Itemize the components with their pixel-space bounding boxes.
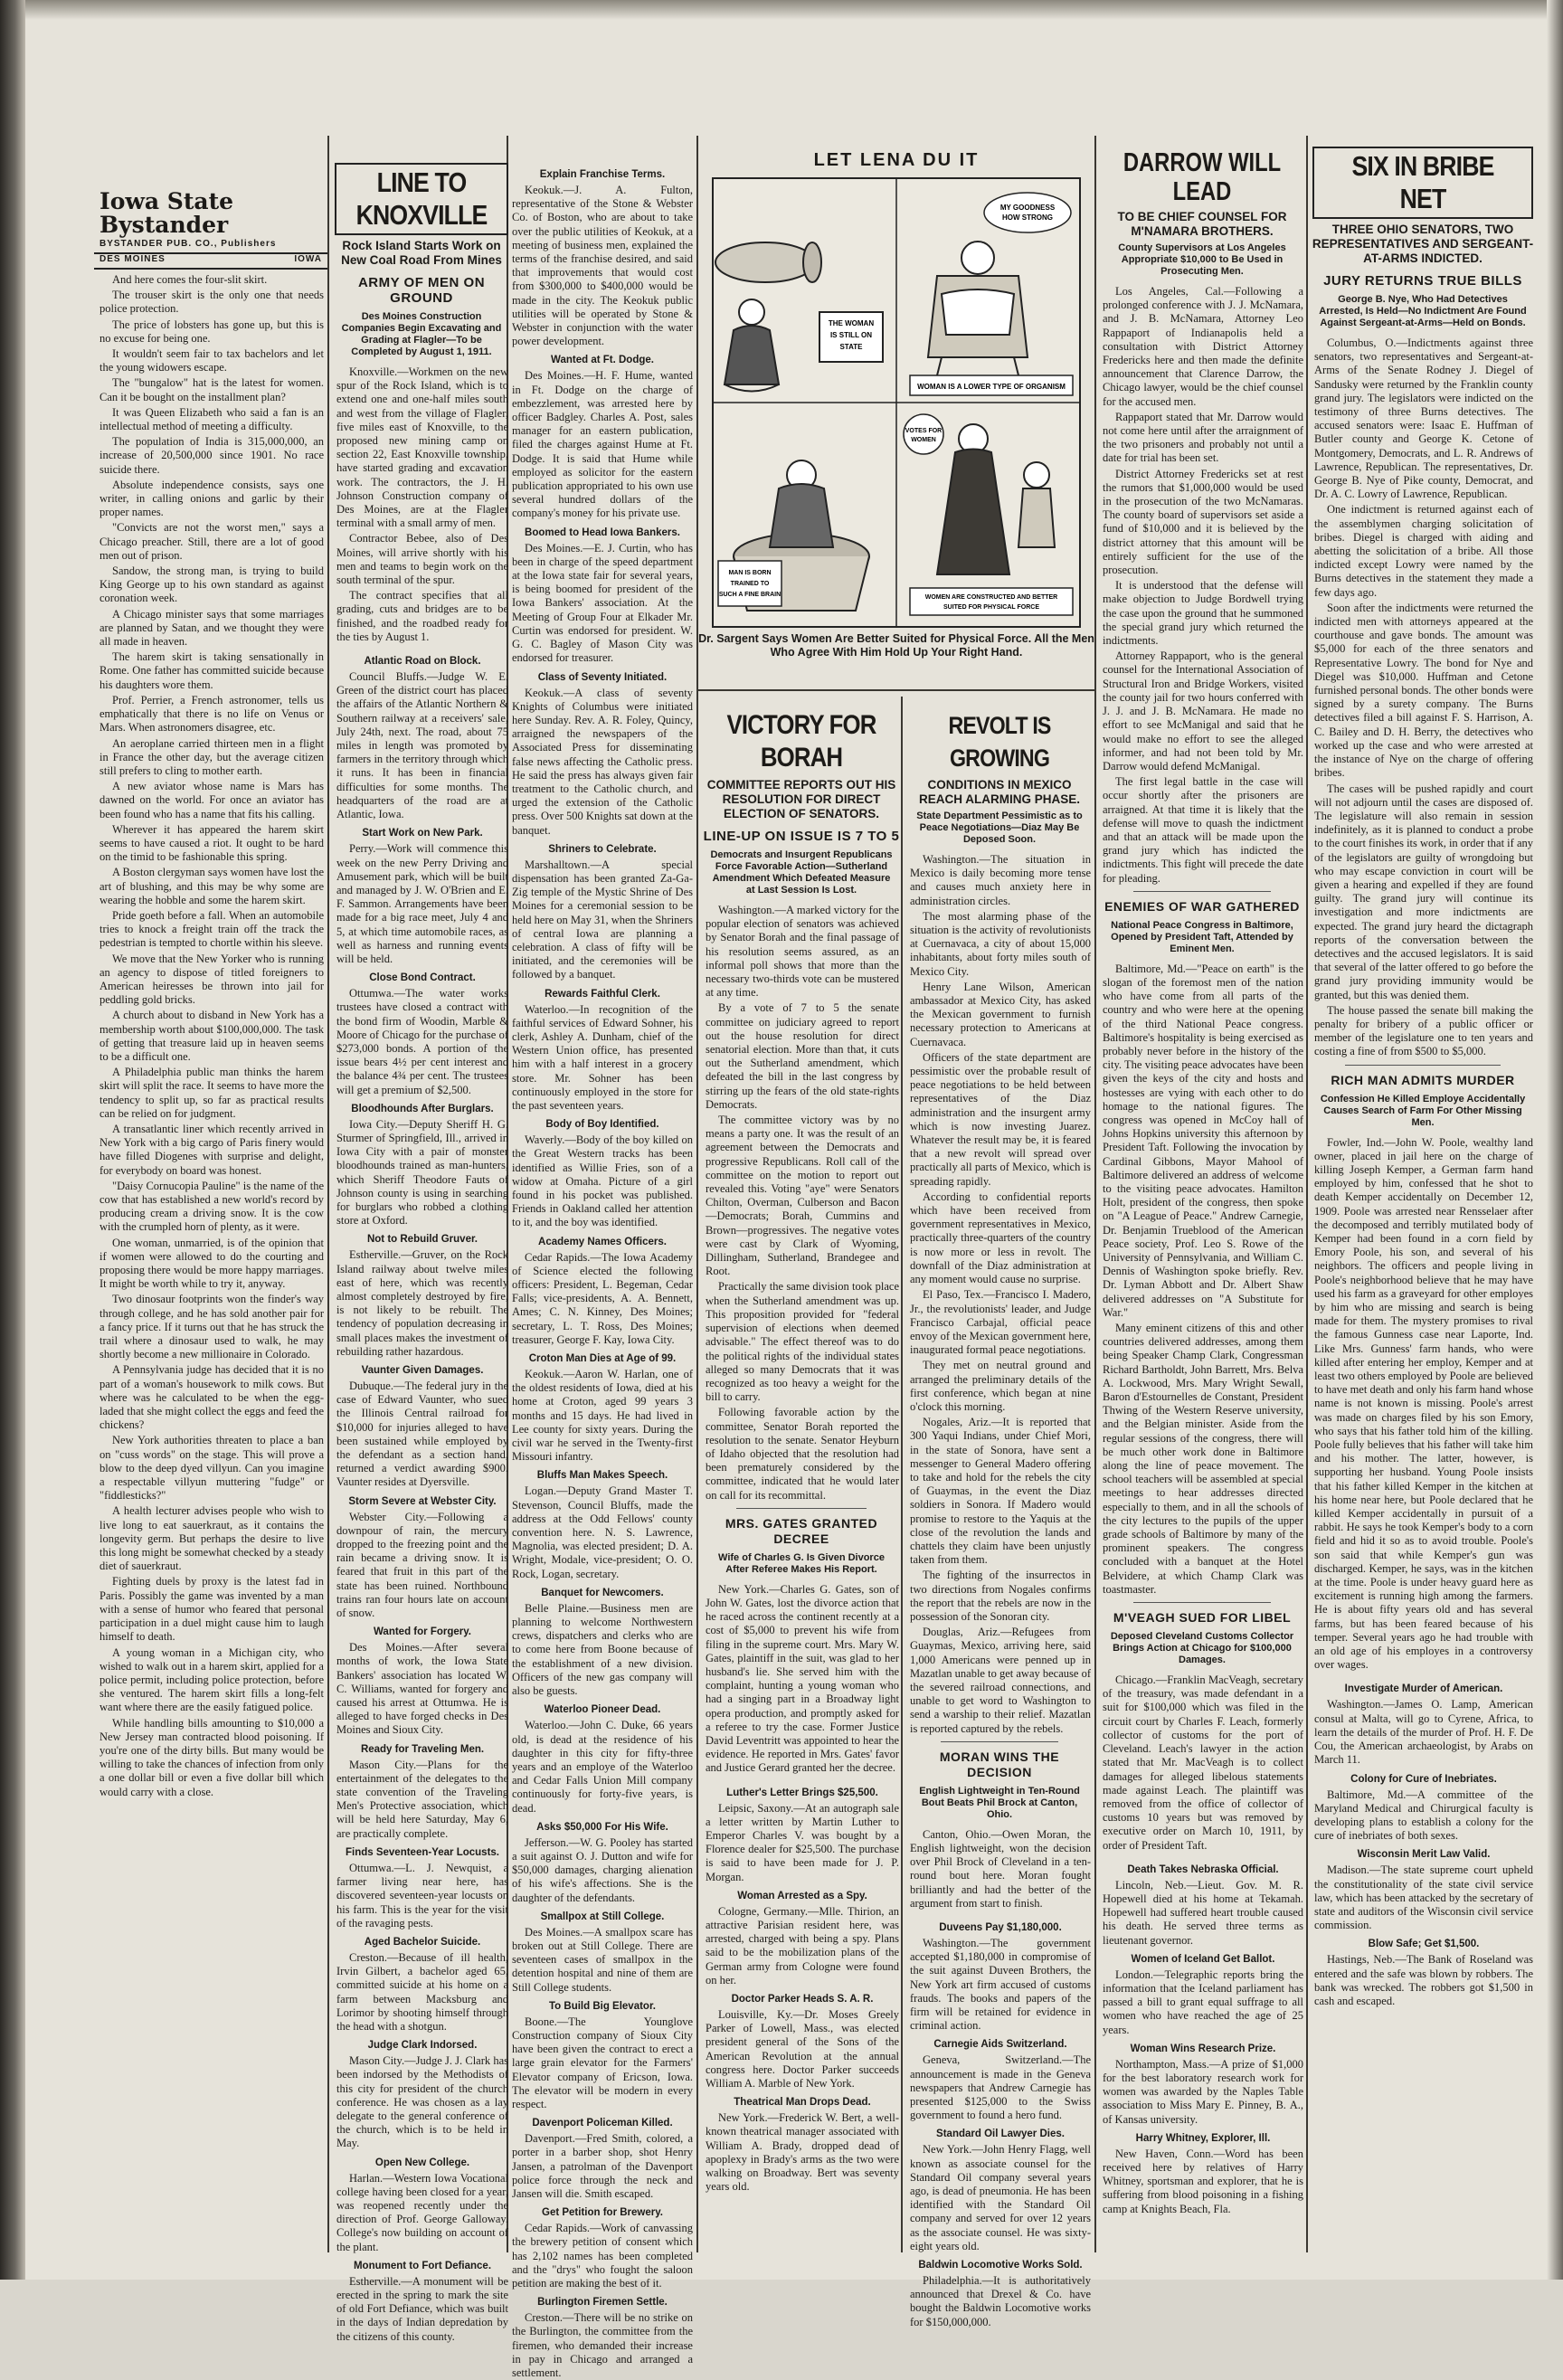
paragraph: Absolute independence consists, says one writer, in calling onions and garlic by their proper names. (99, 478, 324, 519)
gates-article: New York.—Charles G. Gates, son of John W. Gates, lost the divorce action that he raced across the continent recently at a cost of $5,000 to prevent his wife from filing in the supreme court. Mrs. Mary W. Gates, plaintiff in the suit, was glad to her husband's lie. She served him with the complaint, hunting a young woman who had a singing part in a Broadway light opera production, and promptly asked for a referee to try the case. Former Justice David Leventritt was appointed to hear the evidence. He reported in Mrs. Gates' favor and Justice Gerard granted her the decree. (706, 1582, 899, 1775)
deck-ohio: THREE OHIO SENATORS, TWO REPRESENTATIVES AND SERGEANT-AT-ARMS INDICTED. (1312, 223, 1534, 265)
paragraph: One woman, unmarried, is of the opinion that if women were allowed to do the courting and proposing there would be more happy marriages. It might be worth while to try it, anyway. (99, 1236, 324, 1291)
moran-article: Canton, Ohio.—Owen Moran, the English lightweight, won the decision over Phil Brock of Cleveland in a ten-round bout here. Moran fought brilliantly and had the better of the argument from start to finish. (910, 1827, 1091, 1910)
paragraph: The "bungalow" hat is the latest for women. Can it be bought on the installment plan? (99, 376, 324, 403)
bribe-briefs (1309, 1674, 1537, 2008)
scan-shadow-right (1547, 0, 1563, 2280)
news-item-heading: Davenport Policeman Killed. (532, 2118, 673, 2129)
paragraph: The trouser skirt is the only one that needs police protection. (99, 289, 324, 316)
masthead-place (94, 254, 327, 270)
news-item-heading: Academy Names Officers. (538, 1236, 667, 1247)
cartoon-caption: Dr. Sargent Says Women Are Better Suited for Physical Force. All the Men Who Agree With Him Hold Up Your Right Hand. (698, 632, 1094, 659)
paragraph: Washington.—A marked victory for the popular election of senators was achieved by Senator Borah and the final passage of his resolution seems assured, as an informal poll shows that more than the necessary two-thirds vote can be mustered at any time. (706, 904, 899, 1000)
headline-mveagh: M'VEAGH SUED FOR LIBEL (1113, 1610, 1292, 1626)
paragraph: According to confidential reports which have been received from government representatives in Mexico, practically three-quarters of the country is now more or less in revolt. The downfall of the Diaz administration at any moment would cause no surprise. (910, 1190, 1091, 1286)
news-item-heading: Colony for Cure of Inebriates. (1350, 1773, 1497, 1785)
masthead-title: Iowa State Bystander (99, 188, 234, 238)
darrow-article (1097, 281, 1307, 886)
news-item-heading: Rewards Faithful Clerk. (545, 988, 660, 1000)
news-item-heading: Woman Arrested as a Spy. (737, 1890, 867, 1901)
paragraph: We move that the New Yorker who is running an agency to dispose of titled foreigners to American heiresses be thrown into jail for peddling gold bricks. (99, 952, 324, 1007)
paragraph: A young woman in a Michigan city, who wished to walk out in a harem skirt, applied for a police permit, including police protection, before she ventured. The harem skirt fills a long-felt want where there are the easily fatigued police. (99, 1645, 324, 1714)
news-item-text: New York.—John Henry Flagg, well known as associate counsel for the Standard Oil company several years ago, is dead of pneumonia. He has been identified with the Standard Oil company and served for over 12 years as the associate counsel. He was sixty-eight years old. (910, 2143, 1091, 2252)
scan-shadow-top (0, 0, 1563, 20)
deck-knoxville: Rock Island Starts Work on New Coal Road From Mines (341, 239, 502, 267)
paragraph: Wherever it has appeared the harem skirt seems to have caused a riot. It ought to be hard on the timid to be fashionable this spring. (99, 822, 324, 864)
news-item-text: Perry.—Work will commence this week on the new Perry Driving and Amusement park, which will be built and managed by J. W. O'Brien and E. F. Sammon. Arrangements have been made for a big race meet, July 4 and 5, at which time automobile races, as well as harness and running events will be held. (336, 842, 508, 965)
svg-text:IS STILL ON: IS STILL ON (829, 331, 873, 339)
news-item-heading: Body of Boy Identified. (545, 1119, 659, 1131)
news-item-heading: Storm Severe at Webster City. (348, 1495, 497, 1507)
news-item-text: Des Moines.—H. F. Hume, wanted in Ft. Dodge on the charge of embezzlement, was arrested here by officer Badgley. Charles A. Post, sales manager for an eastern publication, filed the charges against Hume at Ft. Dodge. It is said that Hume while employed as solicitor for the eastern publication appropriated to his own use several hundred dollars of the company's money for his private use. (512, 369, 693, 520)
paragraph: The most alarming phase of the situation is the activity of revolutionists at Cuernavaca, a city of about 15,000 inhabitants, about forty miles south of Mexico City. (910, 909, 1091, 978)
news-item-text: Harlan.—Western Iowa Vocational college having been closed for a year, was reopened recently under the direction of Prof. George Galloway. College's now building on account of the plant. (336, 2171, 508, 2253)
paragraph: Knoxville.—Workmen on the new spur of the Rock Island, which is to extend one and one-half miles south and west from the village of Flagler, five miles east of Knoxville, to the proposed new mining camp on section 22, East Knoxville township, have started grading and excavation work. The contractors, the J. H. Johnson Construction company of Des Moines, are at the Flagler terminal with a small army of men. (336, 365, 508, 530)
news-item-text: New York.—Frederick W. Bert, a well-known theatrical manager associated with William A. Brady, dropped dead of apoplexy in Brady's arms as the two were walking on Broadway. Bert was seventy years old. (706, 2111, 899, 2194)
headline-darrow: DARROW WILL LEAD (1123, 148, 1282, 206)
news-item-text: Cologne, Germany.—Mlle. Thirion, an attractive Parisian resident here, was arrested, charged with being a spy. Plans said to be the mobilization plans of the German army from Cologne were found on her. (706, 1904, 899, 1986)
news-item-text: Estherville.—A monument will be erected in the spring to mark the site of old Fort Defiance, which was built in the days of Indian depredation by the citizens of this county. (336, 2274, 508, 2343)
news-item-text: Lincoln, Neb.—Lieut. Gov. M. R. Hopewell died at his home at Tekamah. Hopewell had suffered heart trouble caused his death. He served three terms as lieutenant governor. (1103, 1878, 1303, 1947)
news-item-text: Logan.—Deputy Grand Master T. Stevenson, Council Bluffs, made the address at the Odd Fellows' county convention here. N. S. Lawrence, Magnolia, was elected president; D. A. Wright, Modale, vice-president; O. O. Rock, Logan, secretary. (512, 1484, 693, 1580)
headline-gates: MRS. GATES GRANTED DECREE (725, 1515, 878, 1546)
headline-box (1312, 147, 1533, 219)
cartoon-sign-1: THE WOMAN (828, 319, 875, 327)
paragraph: A Chicago minister says that some marriages are planned by Satan, and we thought they were all made in heaven. (99, 607, 324, 649)
paragraph: A Pennsylvania judge has decided that it is no part of a woman's housework to milk cows. But where was he calculated to be when the egg-laded that she might collect the eggs and feed the chickens? (99, 1363, 324, 1432)
news-item-heading: Shriners to Celebrate. (548, 843, 657, 855)
news-item-text: Webster City.—Following a downpour of rain, the mercury dropped to the freezing point and the rain became a driving snow. It is feared that fruit in this part of the state has been ruined. Northbound trains ran four hours late on account of snow. (336, 1510, 508, 1620)
news-item-text: Davenport.—Fred Smith, colored, a porter in a barber shop, shot Henry Jansen, a patrolman of the Davenport police force through the neck and Jansen will die. Smith escaped. (512, 2132, 693, 2200)
knoxville-article (331, 362, 512, 644)
cartoon-panel (698, 136, 1094, 678)
paragraph: It was Queen Elizabeth who said a fan is an intellectual method of meeting a difficulty. (99, 405, 324, 433)
news-item-text: Keokuk.—A class of seventy Knights of Columbus were initiated here Sunday. Rev. A. R. Foley, Quincy, arraigned the newspapers of the Associated Press for disseminating false news affecting the Catholic press. He said the press has always given fair treatment to the Catholic church, and urged the extension of the Catholic press. Over 500 Knights sat down at the banquet. (512, 686, 693, 837)
paragraph: Sandow, the strong man, is trying to build King George up to his own standard as against coronation week. (99, 564, 324, 605)
headline-box (335, 163, 508, 235)
deck-democrats: Democrats and Insurgent Republicans Force Favorable Action—Sutherland Amendment Which Defeated Measure at Last Session Is Lost. (710, 849, 893, 896)
paragraph: Henry Lane Wilson, American ambassador at Mexico City, has asked the Mexican government to furnish necessary protection to Americans at Cuernavaca. (910, 980, 1091, 1048)
news-item-text: Creston.—There will be no strike on the Burlington, the committee from the firemen, who demanded their increase in pay in Chicago and arranged a settlement. (512, 2311, 693, 2380)
paragraph: Officers of the state department are pessimistic over the probable result of peace negotiations to be held between representatives of the Diaz administration and the insurgent army which is now investing Juarez. Whatever the result may be, it is feared that a new revolt will spread over practically all parts of Mexico, which is spreading rapidly. (910, 1050, 1091, 1188)
paragraph: It is understood that the defense will make objection to Judge Bordwell trying the case upon the ground that he summoned the special grand jury which returned the indictments. (1103, 579, 1303, 648)
deck-jury: JURY RETURNS TRUE BILLS (1323, 273, 1522, 289)
headline-revolt: REVOLT IS GROWING (948, 712, 1051, 772)
headline-enemies: ENEMIES OF WAR GATHERED (1104, 898, 1300, 914)
news-item-text: Belle Plaine.—Business men are planning to welcome Northwestern crews, dispatchers and clerks who are to come here from Boone because of the establishment of a new division. Officers of the new gas company will also be guests. (512, 1601, 693, 1698)
news-item-text: Waterloo.—In recognition of the faithful services of Edward Sohner, his clerk, Ashley A. Dunham, chief of the Western Union office, has presented him with a half interest in a grocery store. Mr. Sohner has been continuously employed in the store for the past seventeen years. (512, 1002, 693, 1112)
paragraph: Fighting duels by proxy is the latest fad in Paris. Possibly the game was invented by a man with a sense of humor who feared that personal participation in a duel might cause him to laugh himself to death. (99, 1575, 324, 1644)
news-item-heading: Waterloo Pioneer Dead. (544, 1704, 661, 1716)
masthead-city: DES MOINES (99, 254, 166, 264)
news-item-text: Council Bluffs.—Judge W. E. Green of the district court has placed the affairs of the Atlantic Northern & Southern railway at a receivers' sale, July 24th, next. The road, about 75 miles in length was promoted by farmers in the territory through which it runs. It has been in financial difficulties for some months. The headquarters of the road are at Atlantic, Iowa. (336, 670, 508, 821)
news-item-heading: Aged Bachelor Suicide. (364, 1936, 481, 1948)
news-item-heading: Baldwin Locomotive Works Sold. (918, 2260, 1083, 2271)
news-item-heading: Woman Wins Research Prize. (1130, 2043, 1276, 2054)
news-item-heading: Class of Seventy Initiated. (537, 671, 668, 683)
news-item-text: Madison.—The state supreme court upheld the constitutionality of the state civil service law, which has been attacked by the secretary of state and auditors of the Wisconsin civil service commission. (1314, 1863, 1533, 1932)
news-item-text: Washington.—The government accepted $1,180,000 in compromise of the suit against Duveen Brothers, the New York art firm accused of customs frauds. The books and papers of the firm will be retained for evidence in criminal action. (910, 1937, 1091, 2033)
paragraph: An aeroplane carried thirteen men in a flight in France the other day, but the average citizen still prefers to cling to mother earth. (99, 736, 324, 777)
paragraph: While handling bills amounting to $10,000 a New Jersey man contracted blood poisoning. If you're one of the dirty bills. But many would be willing to take the chances of infection from only a one dollar bill or even a five dollar bill which would carry with a close. (99, 1716, 324, 1798)
paragraph: New York authorities threaten to place a ban on "cuss words" on the stage. This will prove a blow to the deep dyed villyun. Can you imagine a respectable villyun muttering "fudge" or "fiddlesticks?" (99, 1434, 324, 1503)
headline-bribe: SIX IN BRIBE NET (1351, 150, 1494, 214)
news-item-heading: Open New College. (374, 2157, 470, 2168)
news-item-text: Hastings, Neb.—The Bank of Roseland was entered and the safe was blown by robbers. The bank was wrecked. The robbers got $1,500 in cash and escaped. (1314, 1953, 1533, 2007)
paragraph: Contractor Bebee, also of Des Moines, will arrive shortly with his men and teams to begin work on the south terminal of the spur. (336, 532, 508, 587)
news-item-heading: Wanted at Ft. Dodge. (551, 355, 654, 366)
svg-text:SUITED FOR PHYSICAL FORCE: SUITED FOR PHYSICAL FORCE (943, 604, 1040, 611)
separator (1133, 891, 1271, 892)
paragraph: Practically the same division took place when the Sutherland amendment was up. This proposition provided for "federal supervision of elections when deemed advisable." The effect thereof was to do the political rights of the individual states alleged so many Democrats that it was recognized as too heavy a weight for the bill to carry. (706, 1280, 899, 1404)
deck-supervisors: County Supervisors at Los Angeles Appropriate $10,000 to Be Used in Prosecuting Men. (1118, 242, 1286, 277)
separator (1345, 1065, 1501, 1066)
news-item-heading: Asks $50,000 For His Wife. (536, 1821, 668, 1833)
paragraph: One indictment is returned against each of the assemblymen charging solicitation of bribes. Diegel is charged with aiding and abetting the solicitation of a bribe. All those indicted except Lowry were named by the Burns detectives in the statement they made a few days ago. (1314, 503, 1533, 599)
news-item-heading: Not to Rebuild Gruver. (366, 1234, 478, 1246)
news-item-text: Jefferson.—W. G. Pooley has started a suit against O. J. Dutton and wife for $50,000 damages, charging alienation of his wife's affections. She is the daughter of the defendants. (512, 1835, 693, 1904)
column-rule (327, 136, 329, 2252)
paragraph: Los Angeles, Cal.—Following a prolonged conference with J. J. McNamara, and J. B. McNamara, Attorney Leo Rappaport of Indianapolis held a consultation with District Attorney Fredericks here and then made the definite announcement that Clarence Darrow, the Chicago lawyer, would be the chief counsel for the accused men. (1103, 285, 1303, 408)
deck-army: ARMY OF MEN ON GROUND (357, 275, 486, 306)
headline-borah: VICTORY FOR BORAH (726, 710, 876, 773)
paragraph: A transatlantic liner which recently arrived in New York with a big cargo of Paris finery would have filled Diogenes with surprise and delight, for everybody on board was honest. (99, 1122, 324, 1177)
paragraph: A Boston clergyman says women have lost the art of blushing, and this may be why some are wearing the hobble and some the harem skirt. (99, 866, 324, 906)
svg-text:STATE: STATE (839, 343, 863, 351)
paragraph: District Attorney Fredericks set at rest the rumors that $1,000,000 would be used in the prosecution of the two McNamaras. The county board of supervisors set aside a fund of $10,000 and it is believed by the district attorney that this amount will be entirely sufficient for the use of the prosecution. (1103, 467, 1303, 577)
paragraph: The committee victory was by no means a party one. It was the result of an agreement between the Democrats and progressive Republicans. Roll call of the committee on the motion to report out revealed this. Voting "aye" were Senators Chilton, Overman, Culberson and Bacon—Democrats; Borah, Cummins and Brown—progressives. The negative votes were cast by Clark of Wyoming, Dillingham, Sutherland, Brandegee and Root. (706, 1114, 899, 1278)
news-item-text: Leipsic, Saxony.—At an autograph sale a letter written by Martin Luther to Emperor Charles V. was bought by a Florence dealer for $25,500. The purchase is said to have been made for J. P. Morgan. (706, 1801, 899, 1883)
news-item-text: Creston.—Because of ill health, Irvin Gilbert, a bachelor aged 65, committed suicide at his home on a farm between Macksburg and Lorimor by shooting himself through the head with a shotgun. (336, 1950, 508, 2033)
news-item-text: Boone.—The Younglove Construction company of Sioux City have been given the contract to erect a large grain elevator for the Farmers' Elevator company of Ericson, Iowa. The elevator will be modern in every respect. (512, 2015, 693, 2110)
news-item-text: Cedar Rapids.—The Iowa Academy of Science elected the following officers: President, L. Begeman, Cedar Falls; vice-presidents, A. A. Bennett, Ames; C. N. Kinney, Des Moines; secretary, L. T. Ross, Des Moines; treasurer, George F. Kay, Iowa City. (512, 1250, 693, 1346)
paragraph: Soon after the indictments were returned the indicted men with attorneys appeared at the courthouse and gave bonds. The amount was $5,000 for each of the three senators and Representative Lowry. The bond for Nye and Diegel was $10,000. Huffman and Cetone furnished personal bonds. The other bonds were signed by a surety company. The Burns detectives filed a bill against F. S. Harrison, A. C. Bailey and D. H. Berry, the detectives who worked up the case and who were arrested at the instance of Nye on the charge of offering bribes. (1314, 601, 1533, 780)
news-item-heading: Boomed to Head Iowa Bankers. (525, 526, 680, 538)
paragraph: The cases will be pushed rapidly and court will not adjourn until the cases are disposed of. The legislature will also remain in session indefinitely, as it is planned to conduct a probe to the court finishes its work, in order that if any of the legislators are guilty of wrongdoing but who may escape conviction in court will be given a hearing and expelled if they are found guilty. The grand jury will continue its investigation and more indictments are expected. The grand jury heard the dictagraph reports of the conversation between the detectives and the accused legislators. It is said that several of the latter offered to go before the grand jury providing immunity would be granted, but this was denied them. (1314, 782, 1533, 1001)
deck-darrow: TO BE CHIEF COUNSEL FOR M'NAMARA BROTHERS. (1117, 210, 1287, 238)
paragraph: Prof. Perrier, a French astronomer, tells us emphatically that there is no life on Venus or Mars. When astronomers disagree, etc. (99, 693, 324, 735)
paragraph: The population of India is 315,000,000, an increase of 20,500,000 since 1901. No race suicide there. (99, 435, 324, 476)
svg-text:VOTES FOR: VOTES FOR (905, 428, 943, 434)
deck-gates: Wife of Charles G. Is Given Divorce After Referee Makes His Report. (718, 1551, 885, 1575)
state-news-items (331, 646, 512, 2344)
borah-article (700, 900, 903, 1503)
deck-borah: COMMITTEE REPORTS OUT HIS RESOLUTION FOR DIRECT ELECTION OF SENATORS. (706, 778, 896, 820)
news-item-heading: Croton Man Dies at Age of 99. (528, 1353, 677, 1365)
news-item-heading: Judge Clark Indorsed. (367, 2040, 478, 2052)
news-item-heading: Duveens Pay $1,180,000. (939, 1922, 1062, 1934)
paragraph: Nogales, Ariz.—It is reported that 300 Yaqui Indians, under Chief Mori, in the state of Sonora, have sent a messenger to General Madero offering to take and hold for the rebels the city of Guaymas, in the event the Diaz soldiers in Sonora. If Madero would promise to restore to the Yaquis at the close of the revolution the lands and chattels they claim have been unjustly taken from them. (910, 1416, 1091, 1567)
svg-text:MAN IS BORN: MAN IS BORN (728, 570, 772, 576)
paragraph: A church about to disband in New York has a membership worth about $100,000,000. The task of getting that treasure laid up in heaven seems to be a difficult one. (99, 1009, 324, 1063)
paragraph: The first legal battle in the case will occur shortly after the prisoners are arraigned. At that time it is likely that the defense will move to quash the indictment and that an attack will be made upon the grand jury which has indicted the indictments. This fight will precede the date for pleading. (1103, 775, 1303, 885)
paragraph: "Daisy Cornucopia Pauline" is the name of the cow that has established a new world's record by producing cream a driving snow. It is the cow with the crumpled horn of plenty, as it were. (99, 1179, 324, 1234)
news-item-heading: Doctor Parker Heads S. A. R. (731, 1994, 874, 2005)
darrow-briefs (1097, 1854, 1307, 2216)
editorial-paragraphs (94, 270, 327, 1799)
news-item-text: Ottumwa.—The water works trustees have closed a contract with the bond firm of Woodin, Marble & Moore of Chicago for the purchase of $273,000 bonds. A portion of the issue bears 4½ per cent interest and the balance 4¾ per cent. The trustees will get a premium of $2,500. (336, 987, 508, 1096)
bribe-article (1309, 333, 1537, 1059)
news-item-text: Des Moines.—After several months of work, the Iowa State Bankers' association has located W. C. Williams, wanted for forgery and caused his arrest at Ottumwa. He is alleged to have forged checks in Des Moines and Sioux City. (336, 1641, 508, 1737)
borah-briefs (700, 1778, 903, 2195)
news-item-heading: Blow Safe; Get $1,500. (1368, 1939, 1480, 1950)
deck-rich-man: Confession He Killed Employe Accidentally Causes Search of Farm For Other Missing Men. (1320, 1093, 1526, 1128)
editorial-column (94, 136, 327, 2252)
bribe-column (1309, 136, 1537, 2252)
deck-state-dept: State Department Pessimistic as to Peace Negotiations—Diaz May Be Deposed Soon. (916, 811, 1083, 845)
rich-man-article: Fowler, Ind.—John W. Poole, wealthy land owner, placed in jail here on the charge of killing Joseph Kemper, a German farm hand employed by him, confessed that he shot to death Kemper accidentally on December 12, 1909. Poole was arrested near Rensselaer after the decomposed and terribly mutilated body of Kemper had been found in a corn field by Emory Poole, his son, and several of his neighbors. The officers and people living in Poole's neighborhood believe that he may have used his farm as a graveyard for other employes by him who are missing and search is being made for them. The mystery promises to rival the famous Gunness case near Laporte, Ind. Like Mrs. Gunness' farm hands, who were killed after entering her employ, Kemper and at least two others employed by Poole are believed to have met death and only his farm hand whose name is not known is missing. Poole's arrest was made on charges filed by his son Emory, who says that his father told him of the killing. Poole fully believes that his father will take him and his mother. The latter, however, is supporting her husband. Young Poole insists that his father killed Kemper in the kitchen at his home near here, but Poole declared that he killed Kemper accidentally in pursuit of a rabbit. He says he took Kemper's body to a corn field and hid it so as to avoid trouble. Poole's son said that while Kemper's gun was discharged. Kemper, he says, was in the kitchen at the time. Poole is under heavy guard here as excitement is running high among the farmers. He is about fifty years old and has several farms, but has been feared because of his temper. Several years ago he had trouble with an old age of his employes in a controversy over wages. (1314, 1135, 1533, 1672)
enemies-article: Baltimore, Md.—"Peace on earth" is the slogan of the foremost men of the nation who have come from all parts of the country and who were here at the opening of the third National Peace congress. Baltimore's hospitality is being exercised as probably never before in the history of the city. The visiting peace advocates have been given the keys of the city and hosts and hostesses are vying with each other to do homage to the national figures. The congress was opened in McCoy hall of Johns Hopkins university this afternoon by President Taft. Following the invocation by Cardinal Gibbons, Mayor Mahool of Baltimore delivered an address of welcome to the visiting peace advocates. Hamilton Holt, president of the congress, then spoke on "A League of Peace." Andrew Carnegie, Dr. Benjamin Trueblood of the American Peace society, Prof. Leo S. Rowe of the University of Pennsylvania, and William C. Dennis of Washington spoke briefly. Rev. Dr. Lyman Abbott and Dr. Albert Shaw delivered addresses on "A Substitute for War." Many eminent citizens of this and other countries delivered addresses, among them being Speaker Champ Clark, Congressman Richard Bartholdt, John Barrett, Mrs. Belva A. Lockwood, Mrs. Mary Wright Sewall, Baron d'Estournelles de Constant, President Thwing of the Western Reserve university, and the Belgian minister. Aside from the regular sessions of the congress, there will be much other work done in Baltimore along the line of peace movement. The school teachers will be assembled at special meetings to hear addresses directed especially to them, and in all the schools of the city lectures to the pupils of the upper grade schools of Baltimore by many of the prominent speakers. The congress concluded with a banquet at the Hotel Belvidere, at which Champ Clark was toastmaster. (1103, 962, 1303, 1596)
deck-mexico: CONDITIONS IN MEXICO REACH ALARMING PHASE. (918, 778, 1080, 806)
masthead-subline (94, 239, 327, 254)
news-item-text: Des Moines.—E. J. Curtin, who has been in charge of the speed department at the Iowa state fair for several years, is being boomed for president of the Iowa Bankers' association. At the Meeting of Group Four at Elkader Mr. Curtin was endorsed for president. W. G. C. Bagley of Mason City was endorsed for treasurer. (512, 541, 693, 665)
news-item-heading: To Build Big Elevator. (549, 2000, 656, 2012)
news-item-heading: Luther's Letter Brings $25,500. (726, 1787, 878, 1798)
news-item-heading: Get Petition for Brewery. (542, 2207, 663, 2219)
news-item-text: Marshalltown.—A special dispensation has been granted Za-Ga-Zig temple of the Mystic Shrine of Des Moines for a ceremonial session to be held here on May 31, when the Shriners of central Iowa are planning a celebration. A class of fifty will be initiated, and the ceremonies will be followed by a banquet. (512, 858, 693, 981)
paragraph: Attorney Rappaport, who is the general counsel for the International Association of Structural Iron and Bridge Workers, visited the county jail for two hours conferred with J. J. and J. B. McNamara. He made no effort to see McManigal and said that he would make no effort to see the alleged informer, and had not been told by Mr. Darrow would defend McManigal. (1103, 650, 1303, 773)
svg-text:HOW STRONG: HOW STRONG (1002, 213, 1053, 222)
revolt-briefs (905, 1912, 1094, 2329)
state-briefs-column (507, 136, 696, 2380)
paragraph: The price of lobsters has gone up, but this is no excuse for being one. (99, 318, 324, 345)
news-item-heading: Finds Seventeen-Year Locusts. (345, 1846, 499, 1858)
news-item-text: Northampton, Mass.—A prize of $1,000 for the best laboratory research work for women was awarded by the Naples Table association to Miss Mary E. Pinney, B. A., of Kansas university. (1103, 2057, 1303, 2126)
news-item-heading: Smallpox at Still College. (540, 1911, 665, 1922)
paragraph: Two dinosaur footprints won the finder's way through college, and he has sold another pair for a fancy price. If it turns out that he has struck the trail where a dinosaur used to walk, he may shortly become a new millionaire in Colorado. (99, 1293, 324, 1361)
state-briefs (507, 136, 696, 2380)
cartoon-bottom-rule (698, 689, 1094, 691)
news-item-heading: Bluffs Man Makes Speech. (536, 1470, 668, 1482)
headline-knoxville: LINE TO KNOXVILLE (355, 166, 488, 231)
news-item-text: Ottumwa.—L. J. Newquist, a farmer living near here, has discovered seventeen-year locusts on his farm. This is the year for the visit of the ravaging pests. (336, 1861, 508, 1930)
news-item-heading: Explain Franchise Terms. (539, 169, 666, 180)
borah-column (700, 697, 903, 2252)
paragraph: The harem skirt is taking sensationally in Rome. One father has committed suicide because his daughters wore them. (99, 650, 324, 691)
news-item-heading: Wisconsin Merit Law Valid. (1357, 1849, 1491, 1861)
deck-lineup: LINE-UP ON ISSUE IS 7 TO 5 (703, 829, 900, 844)
news-item-heading: Theatrical Man Drops Dead. (734, 2097, 871, 2109)
separator (941, 1741, 1058, 1742)
news-item-text: Washington.—James O. Lamp, American consul at Malta, will go to Cyrene, Africa, to learn the details of the murder of Prof. H. F. De Cou, the American archaeologist, by Arabs on March 11. (1314, 1698, 1533, 1767)
cartoon-illustration (711, 176, 1082, 629)
svg-text:TRAINED TO: TRAINED TO (730, 581, 770, 587)
paragraph: The contract specifies that all grading, cuts and bridges are to be finished, and the roadbed ready for the ties by August 1. (336, 589, 508, 643)
paragraph: El Paso, Tex.—Francisco I. Madero, Jr., the revolutionists' leader, and Judge Francisco Carbajal, official peace envoy of the Mexican government here, inaugurated formal peace negotiations. (910, 1288, 1091, 1357)
news-item-heading: Death Takes Nebraska Official. (1127, 1863, 1279, 1875)
darrow-column (1097, 136, 1307, 2252)
news-item-heading: Monument to Fort Defiance. (353, 2260, 492, 2271)
deck-nye: George B. Nye, Who Had Detectives Arrested, Is Held—No Indictment Are Found Against Sergeant-at-Arms—Held on Bonds. (1319, 294, 1527, 328)
news-item-heading: Harry Whitney, Explorer, Ill. (1135, 2132, 1271, 2144)
news-item-text: Keokuk.—Aaron W. Harlan, one of the oldest residents of Iowa, died at his home at Croton, aged 99 years 3 months and 15 days. He had lived in Lee county for sixty years. During the civil war he served in the Twenty-first Missouri infantry. (512, 1368, 693, 1464)
svg-text:MY GOODNESS: MY GOODNESS (999, 204, 1056, 212)
news-item-text: Cedar Rapids.—Work of canvassing the brewery petition of consent which has 2,102 names has been completed and the "drys" who fought the saloon petition are making the best of it. (512, 2222, 693, 2290)
knoxville-column (331, 136, 512, 2343)
news-item-text: Estherville.—Gruver, on the Rock Island railway about twelve miles east of here, which was recently almost completely destroyed by fire, is not likely to be rebuilt. The tendency of population decreasing in small places makes the investment of rebuilding rather hazardous. (336, 1248, 508, 1358)
separator (1133, 1602, 1271, 1603)
news-item-text: London.—Telegraphic reports bring the information that the Iceland parliament has passed a bill to grant equal suffrage to all women who have reached the age of 25 years. (1103, 1968, 1303, 2036)
headline-rich-man: RICH MAN ADMITS MURDER (1331, 1072, 1515, 1087)
news-item-text: Iowa City.—Deputy Sheriff H. G. Sturmer of Springfield, Ill., arrived in Iowa City with a pair of monster bloodhounds trained as man-hunters, which Sheriff Theodore Fauts of Johnson county is using in searching for burglars who robbed a clothing store at Oxford. (336, 1117, 508, 1228)
scan-shadow-left (0, 0, 25, 2280)
news-item-text: Mason City.—Plans for the entertainment of the delegates to the state convention of the Traveling Men's Protective association, which will be held here Saturday, May 6, are practically complete. (336, 1758, 508, 1840)
cartoon-title: LET LENA DU IT (813, 150, 980, 170)
news-item-text: New Haven, Conn.—Word has been received here by relatives of Harry Whitney, sportsman and explorer, that he is suffering from blood poisoning in a fishing camp at Knights Beach, Fla. (1103, 2147, 1303, 2215)
paragraph: "Convicts are not the worst men," says a Chicago preacher. Still, there are a lot of good men out of prison. (99, 521, 324, 562)
paragraph: It wouldn't seem fair to tax bachelors and let the young widowers escape. (99, 347, 324, 375)
revolt-column (905, 697, 1094, 2328)
paragraph: The fighting of the insurrectos in two directions from Nogales confirms the report that the rebels are now in the possession of the Sonoran city. (910, 1569, 1091, 1623)
paragraph: A health lecturer advises people who wish to live long to eat sauerkraut, as it contains the longevity germ. But perhaps the desire to live this long might be somewhat checked by a steady diet of sauerkraut. (99, 1504, 324, 1573)
svg-text:WOMEN: WOMEN (911, 437, 936, 443)
news-item-text: Mason City.—Judge J. J. Clark has been indorsed by the Methodists of this city for president of the church conference. He was chosen as a lay delegate to the general conference of the church, which is to be held in May. (336, 2054, 508, 2150)
paragraph: The house passed the senate bill making the penalty for bribery of a public officer or member of the legislature one to ten years and costing a fine of from $500 to $5,000. (1314, 1003, 1533, 1058)
news-item-heading: Wanted for Forgery. (374, 1626, 471, 1638)
news-item-heading: Close Bond Contract. (369, 972, 476, 984)
news-item-heading: Bloodhounds After Burglars. (351, 1103, 494, 1114)
news-item-text: Keokuk.—J. A. Fulton, representative of the Stone & Webster Co. of Boston, who are about to take over the public utilities of Keokuk, at a meeting of business men, explained the terms of the franchise desired, and said that improvements that would cost from $300,000 to $400,000 would be made in the city. The Keokuk public utilities will be operated by Stone & Webster in conjunction with the water power development. (512, 184, 693, 348)
news-item-text: Louisville, Ky.—Dr. Moses Greely Parker of Lowell, Mass., was elected president general of the Sons of the American Revolution at the annual congress here. Doctor Parker succeeds William A. Marble of New York. (706, 2008, 899, 2091)
news-item-heading: Women of Iceland Get Ballot. (1131, 1953, 1275, 1965)
deck-enemies: National Peace Congress in Baltimore, Opened by President Taft, Attended by Eminent Men. (1111, 919, 1293, 954)
deck-construction: Des Moines Construction Companies Begin Excavating and Grading at Flagler—To be Completed by August 1, 1911. (341, 311, 502, 357)
news-item-text: Dubuque.—The federal jury in the case of Edward Vaunter, who sued the Illinois Central railroad for $10,000 for injuries alleged to have been sustained while employed by the defendant as a section hand, returned a verdict awarding $900. Vaunter resides at Dyersville. (336, 1380, 508, 1489)
deck-mveagh: Deposed Cleveland Customs Collector Brings Action at Chicago for $100,000 Damages. (1110, 1631, 1294, 1666)
news-item-heading: Start Work on New Park. (362, 828, 483, 839)
news-item-text: Baltimore, Md.—A committee of the Maryland Medical and Chirurgical faculty is developing plans to establish a colony for the cure of inebriates of both sexes. (1314, 1787, 1533, 1843)
news-item-heading: Vaunter Given Damages. (361, 1365, 484, 1376)
news-item-heading: Burlington Firemen Settle. (537, 2297, 668, 2309)
revolt-article (905, 849, 1094, 1736)
svg-text:WOMAN IS A LOWER TYPE OF ORGAN: WOMAN IS A LOWER TYPE OF ORGANISM (917, 383, 1066, 391)
paragraph: Columbus, O.—Indictments against three senators, two representatives and Sergeant-at-Arms of the Senate Rodney J. Diegel of Sandusky were returned by the Franklin county grand jury. The legislators were indicted on the testimony of three Burns detectives. The accused senators were: Isaac E. Huffman of Butler county and George K. Cetone of Montgomery, Democrats, and L. R. Andrews of Lawrence, Republican. The representatives, Dr. George B. Nye of Pike county, Democrat, and Dr. A. C. Lowry of Lawrence, Republican. (1314, 337, 1533, 501)
paragraph: By a vote of 7 to 5 the senate committee on judiciary agreed to report out the house resolution for direct senatorial election. More than that, it cuts out the Sutherland amendment, which defeated the bill in the last congress by stirring up the fears of the old state-rights Democrats. (706, 1001, 899, 1111)
paragraph: Following favorable action by the committee, Senator Borah reported the resolution to the senate. Senator Heyburn of Idaho objected that the resolution had been prematurely considered by the committee, indicated that he would later on call for its recommittal. (706, 1406, 899, 1502)
headline-moran: MORAN WINS THE DECISION (939, 1749, 1060, 1779)
masthead-publisher: BYSTANDER PUB. CO., Publishers (99, 239, 277, 249)
paragraph: And here comes the four-slit skirt. (112, 273, 268, 286)
news-item-text: Waverly.—Body of the boy killed on the Great Western tracks has been identified as Willie Fries, son of a widow at Omaha. Picture of a girl found in his pocket was published. Friends in Oakland called her attention to it, and the boy was identified. (512, 1133, 693, 1229)
news-item-heading: Banquet for Newcomers. (541, 1587, 664, 1598)
news-item-heading: Standard Oil Lawyer Dies. (936, 2129, 1065, 2140)
news-item-text: Waterloo.—John C. Duke, 66 years old, is dead at the residence of his daughter in this city for fifty-three years and an employe of the Waterloo and Cedar Falls Union Mill company continuously for forty-five years, is dead. (512, 1719, 693, 1815)
mveagh-article: Chicago.—Franklin MacVeagh, secretary of the treasury, was made defendant in a suit for $100,000 which was filed in the circuit court by Charles F. Leach, formerly collector of customs for the port of Cleveland. Leach's lawyer in the action stated that Mr. MacVeagh is to collect damages for alleged libelous statements made against Leach. The plaintiff was removed from the office of collector of customs 10 years but was removed by executive order on March 10, 1911, by order of President Taft. (1103, 1674, 1303, 1852)
news-item-heading: Ready for Traveling Men. (360, 1743, 485, 1755)
news-item-heading: Carnegie Aids Switzerland. (933, 2039, 1067, 2051)
deck-moran: English Lightweight in Ten-Round Bout Beats Phil Brock at Canton, Ohio. (919, 1785, 1080, 1820)
paragraph: They met on neutral ground and arranged the preliminary details of the first conference, which began at nine o'clock this morning. (910, 1359, 1091, 1413)
paragraph: Douglas, Ariz.—Refugees from Guaymas, Mexico, arriving here, said 1,000 Americans were penned up in Mazatlan unable to get away because of the severed railroad connections, and unable to get word to Washington to send a warship to their relief. Mazatlan is reported captured by the rebels. (910, 1626, 1091, 1735)
separator (736, 1508, 867, 1509)
svg-text:SUCH A FINE BRAIN: SUCH A FINE BRAIN (718, 592, 782, 598)
svg-text:WOMEN ARE CONSTRUCTED AND BETT: WOMEN ARE CONSTRUCTED AND BETTER (924, 594, 1058, 601)
paragraph: A Philadelphia public man thinks the harem skirt will split the race. It seems to have more the tendency to split up, so far as practical results can be relied on for judgment. (99, 1066, 324, 1120)
paragraph: Washington.—The situation in Mexico is daily becoming more tense and causes much anxiety here in administration circles. (910, 853, 1091, 907)
paragraph: A new aviator whose name is Mars has dawned on the world. For once an aviator has been found who has a name that fits his calling. (99, 780, 324, 820)
news-item-text: Des Moines.—A smallpox scare has broken out at Still College. There are seventeen cases of smallpox in the detention hospital and nine of them are Still College students. (512, 1925, 693, 1994)
column-rule (1094, 136, 1096, 2252)
paragraph: Rappaport stated that Mr. Darrow would not come here until after the arraignment of the two prisoners and probably not until a date for trial has been set. (1103, 410, 1303, 465)
news-item-text: Geneva, Switzerland.—The announcement is made in the Geneva newspapers that Andrew Carnegie has presented $125,000 to the Swiss government to found a hero fund. (910, 2053, 1091, 2122)
news-item-text: Philadelphia.—It is authoritatively announced that Drexel & Co. have bought the Baldwin Locomotive works for $150,000,000. (910, 2274, 1091, 2328)
news-item-heading: Atlantic Road on Block. (364, 656, 481, 668)
news-item-heading: Investigate Murder of American. (1344, 1683, 1503, 1695)
paragraph: Pride goeth before a fall. When an automobile tries to knock a freight train off the track the pedestrian is tempted to chortle within his sleeve. (99, 908, 324, 950)
masthead-state: IOWA (294, 254, 322, 264)
